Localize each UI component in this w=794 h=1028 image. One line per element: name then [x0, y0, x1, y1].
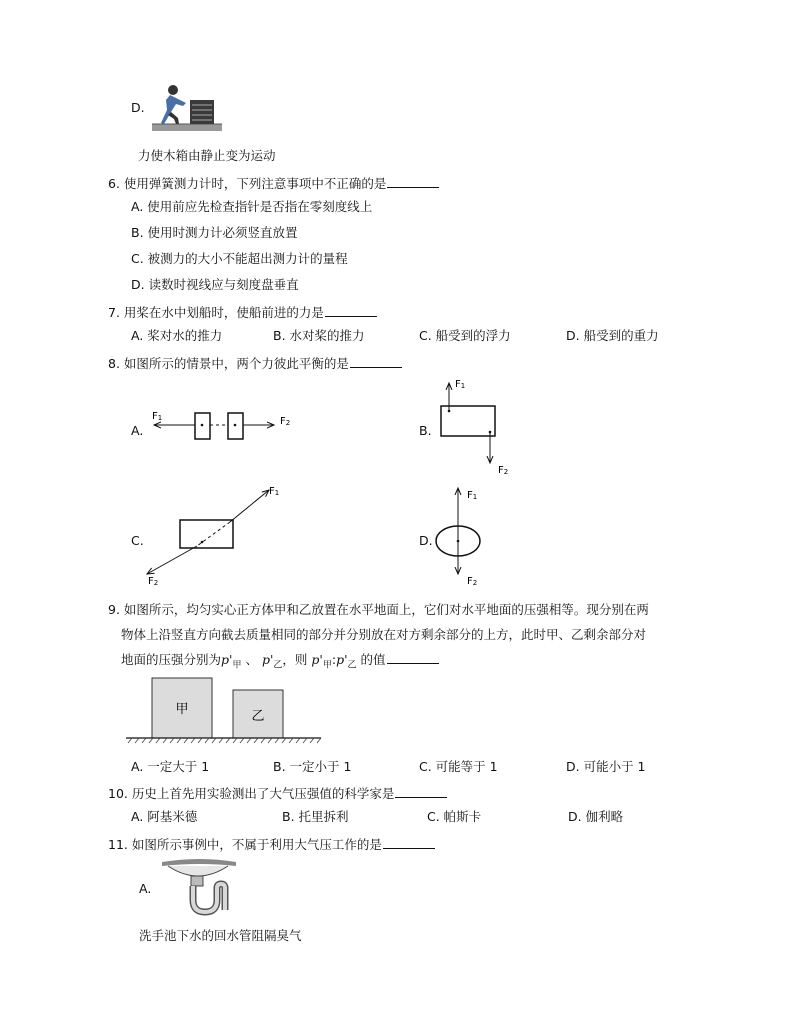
q7-option-a: A. 桨对水的推力 — [131, 328, 223, 343]
sink-drain-trap-illustration — [160, 858, 240, 916]
q9-stem-line2: 物体上沿竖直方向截去质量相同的部分并分别放在对方剩余部分的上方，此时甲、乙剩余部分对 — [121, 627, 647, 642]
q10-option-d: D. 伽利略 — [568, 809, 624, 824]
q10-option-b: B. 托里拆利 — [282, 809, 349, 824]
q11-option-a-letter: A. — [139, 881, 152, 896]
q6-option-d: D. 读数时视线应与刻度盘垂直 — [131, 277, 299, 292]
svg-text:F2: F2 — [148, 576, 159, 587]
q6-option-a: A. 使用前应先检查指针是否指在零刻度线上 — [131, 199, 373, 214]
svg-text:F1: F1 — [269, 486, 280, 497]
svg-text:F2: F2 — [498, 465, 509, 476]
q7-option-c: C. 船受到的浮力 — [419, 328, 511, 343]
q8-label-b: B. — [419, 423, 432, 438]
q7-stem: 7. 用桨在水中划船时，使船前进的力是 — [108, 303, 377, 321]
q6-option-c: C. 被测力的大小不能超出测力计的量程 — [131, 251, 348, 266]
q5-option-d-caption: 力使木箱由静止变为运动 — [138, 148, 276, 163]
q5-option-d-letter: D. — [131, 100, 145, 115]
svg-text:F1: F1 — [467, 490, 478, 501]
q8-label-c: C. — [131, 533, 144, 548]
q7-option-d: D. 船受到的重力 — [566, 328, 659, 343]
q9-option-b: B. 一定小于 1 — [273, 759, 352, 774]
q8-figure-d — [438, 484, 508, 588]
q10-option-c: C. 帕斯卡 — [427, 809, 482, 824]
q8-figure-b — [438, 375, 528, 475]
q8-figure-c — [142, 484, 292, 587]
q9-stem-line1: 9. 如图所示，均匀实心正方体甲和乙放置在水平地面上，它们对水平地面的压强相等。现分别在两 — [108, 602, 649, 617]
q7-option-b: B. 水对桨的推力 — [273, 328, 365, 343]
q8-stem: 8. 如图所示的情景中，两个力彼此平衡的是 — [108, 354, 402, 372]
svg-text:F1: F1 — [152, 411, 163, 422]
q6-option-b: B. 使用时测力计必须竖直放置 — [131, 225, 298, 240]
svg-text:F1: F1 — [455, 379, 466, 390]
q10-option-a: A. 阿基米德 — [131, 809, 198, 824]
q10-stem: 10. 历史上首先用实验测出了大气压强值的科学家是 — [108, 784, 447, 802]
q9-option-d: D. 可能小于 1 — [566, 759, 646, 774]
q8-label-a: A. — [131, 423, 144, 438]
svg-text:F2: F2 — [467, 576, 478, 587]
q11-option-a-caption: 洗手池下水的回水管阻隔臭气 — [139, 928, 302, 943]
cube-jia-label: 甲 — [175, 702, 189, 717]
q9-cubes-figure — [126, 676, 326, 746]
q9-option-a: A. 一定大于 1 — [131, 759, 210, 774]
svg-text:F2: F2 — [280, 416, 291, 427]
q9-stem-line3: 地面的压强分别为$p'_甲$ 、 $p'_乙$，则 $p'_甲:p'_乙$ 的值 — [121, 650, 439, 671]
cube-yi-label: 乙 — [251, 709, 265, 724]
q8-label-d: D. — [419, 533, 433, 548]
q11-stem: 11. 如图所示事例中，不属于利用大气压工作的是 — [108, 835, 435, 853]
person-pushing-box-illustration — [152, 82, 222, 132]
q6-stem: 6. 使用弹簧测力计时，下列注意事项中不正确的是 — [108, 174, 439, 192]
q8-figure-a — [150, 405, 300, 445]
q9-option-c: C. 可能等于 1 — [419, 759, 498, 774]
